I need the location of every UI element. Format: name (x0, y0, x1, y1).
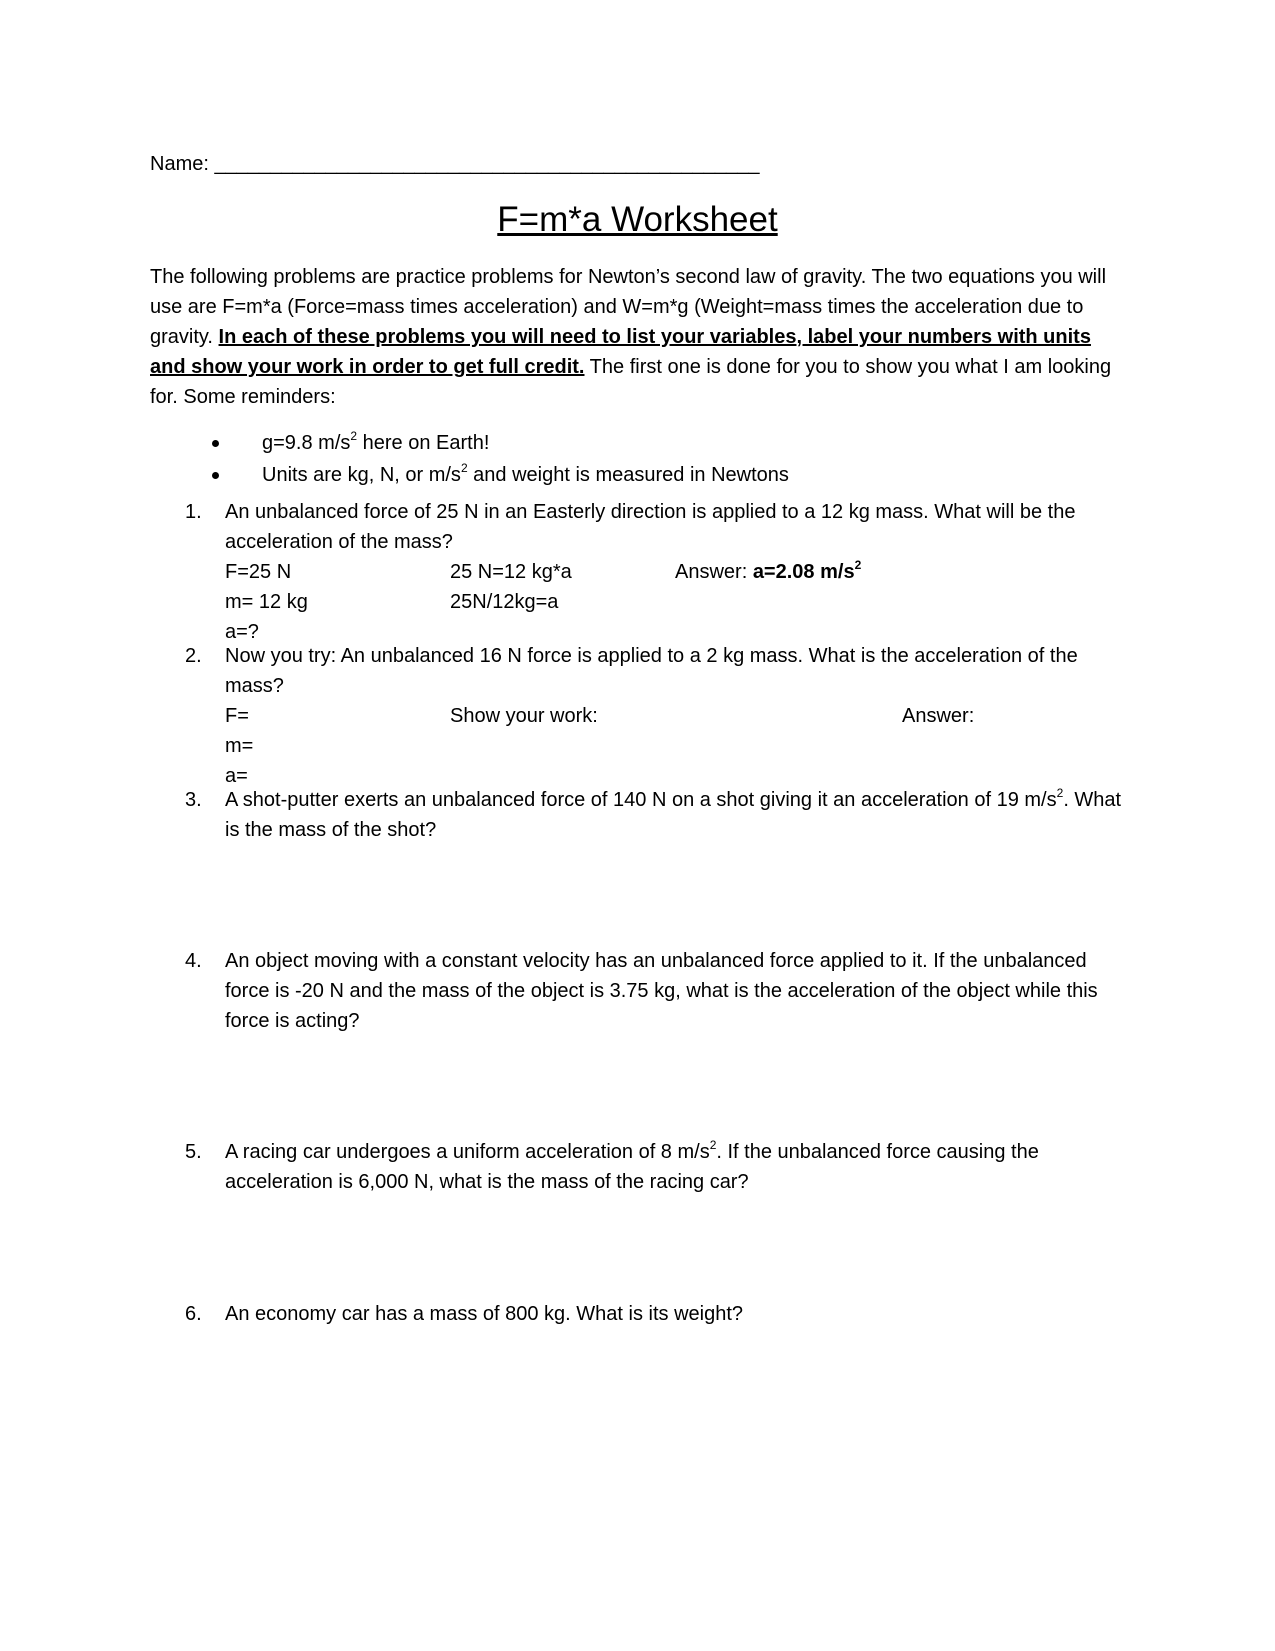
superscript: 2 (1056, 786, 1064, 801)
question-text: An economy car has a mass of 800 kg. What is its weight? (225, 1303, 744, 1325)
question-number: 4. (185, 950, 202, 972)
intro-text-2: The first one is done for you to show you what I am looking for. Some reminders: (150, 356, 1112, 408)
question-text: An unbalanced force of 25 N in an Easterly direction is applied to a 12 kg mass. What will be the acceleration of the mass? (225, 501, 1076, 553)
question-text: Now you try: An unbalanced 16 N force is applied to a 2 kg mass. What is the acceleration of the mass? (225, 645, 1078, 697)
question-text-part: A racing car undergoes a uniform acceleration of 8 m/s (225, 1141, 710, 1163)
reminder-text: here on Earth! (357, 432, 490, 454)
reminder-text: and weight is measured in Newtons (467, 464, 789, 486)
example-variable: F=25 N (225, 561, 292, 583)
bullet-icon (212, 440, 219, 447)
name-field (150, 149, 760, 179)
question-text-part: . What is the mass of the shot? (225, 789, 1122, 841)
intro-emphasis: In each of these problems you will need to list your variables, label your numbers with units and show your work in order to get full credit. (150, 326, 1091, 378)
question-text-part: . If the unbalanced force causing the acceleration is 6,000 N, what is the mass of the racing car? (225, 1141, 1039, 1193)
question-number: 3. (185, 789, 202, 811)
example-work: 25 N=12 kg*a (450, 561, 572, 583)
bullet-icon (212, 472, 219, 479)
answer-label: Answer: (902, 705, 975, 727)
work-row (225, 731, 1125, 761)
superscript: 2 (460, 461, 468, 476)
question-number: 2. (185, 645, 202, 667)
intro-text-1: The following problems are practice problems for Newton’s second law of gravity. The two equations you will use are F=m*a (Force=mass times acceleration) and W=m*g (Weight=mass times the acceleration due to gravity. (150, 266, 1107, 348)
example-work: 25N/12kg=a (450, 591, 559, 613)
intro-paragraph (150, 262, 1128, 412)
question-5 (185, 1137, 1125, 1197)
page-title (0, 197, 1275, 243)
question-number: 5. (185, 1141, 202, 1163)
question-text-part: A shot-putter exerts an unbalanced force of 140 N on a shot giving it an acceleration of 19 m/s (225, 789, 1057, 811)
question-3 (185, 785, 1125, 845)
name-blank: _________________________________________________ (214, 153, 760, 175)
example-variable: a=? (225, 621, 259, 643)
question-6 (185, 1299, 1125, 1329)
question-text (225, 1137, 1125, 1197)
page-title-text: F=m*a Worksheet (497, 200, 778, 239)
question-text: An object moving with a constant velocity has an unbalanced force applied to it. If the unbalanced force is -20 N and the mass of the object is 3.75 kg, what is the acceleration of the object while this force is acting? (225, 950, 1098, 1032)
example-row (225, 587, 1125, 617)
reminder-text: g=9.8 m/s (262, 432, 351, 454)
superscript: 2 (350, 429, 358, 444)
example-answer (675, 557, 861, 587)
answer-value: a=2.08 m/s (752, 561, 855, 583)
name-label: Name: (150, 153, 209, 175)
question-number: 1. (185, 501, 202, 523)
example-variable: m= 12 kg (225, 591, 308, 613)
question-text (225, 785, 1125, 845)
variable-a: a= (225, 765, 248, 787)
superscript: 2 (709, 1138, 717, 1153)
variable-m: m= (225, 735, 254, 757)
work-row (225, 701, 1125, 731)
superscript: 2 (854, 558, 862, 573)
variable-f: F= (225, 705, 249, 727)
question-4 (185, 946, 1125, 1036)
example-row (225, 557, 1125, 587)
show-work-label: Show your work: (450, 705, 598, 727)
answer-label: Answer: (675, 561, 753, 583)
reminder-text: Units are kg, N, or m/s (262, 464, 461, 486)
question-number: 6. (185, 1303, 202, 1325)
question-1 (185, 497, 1125, 647)
question-2 (185, 641, 1125, 791)
